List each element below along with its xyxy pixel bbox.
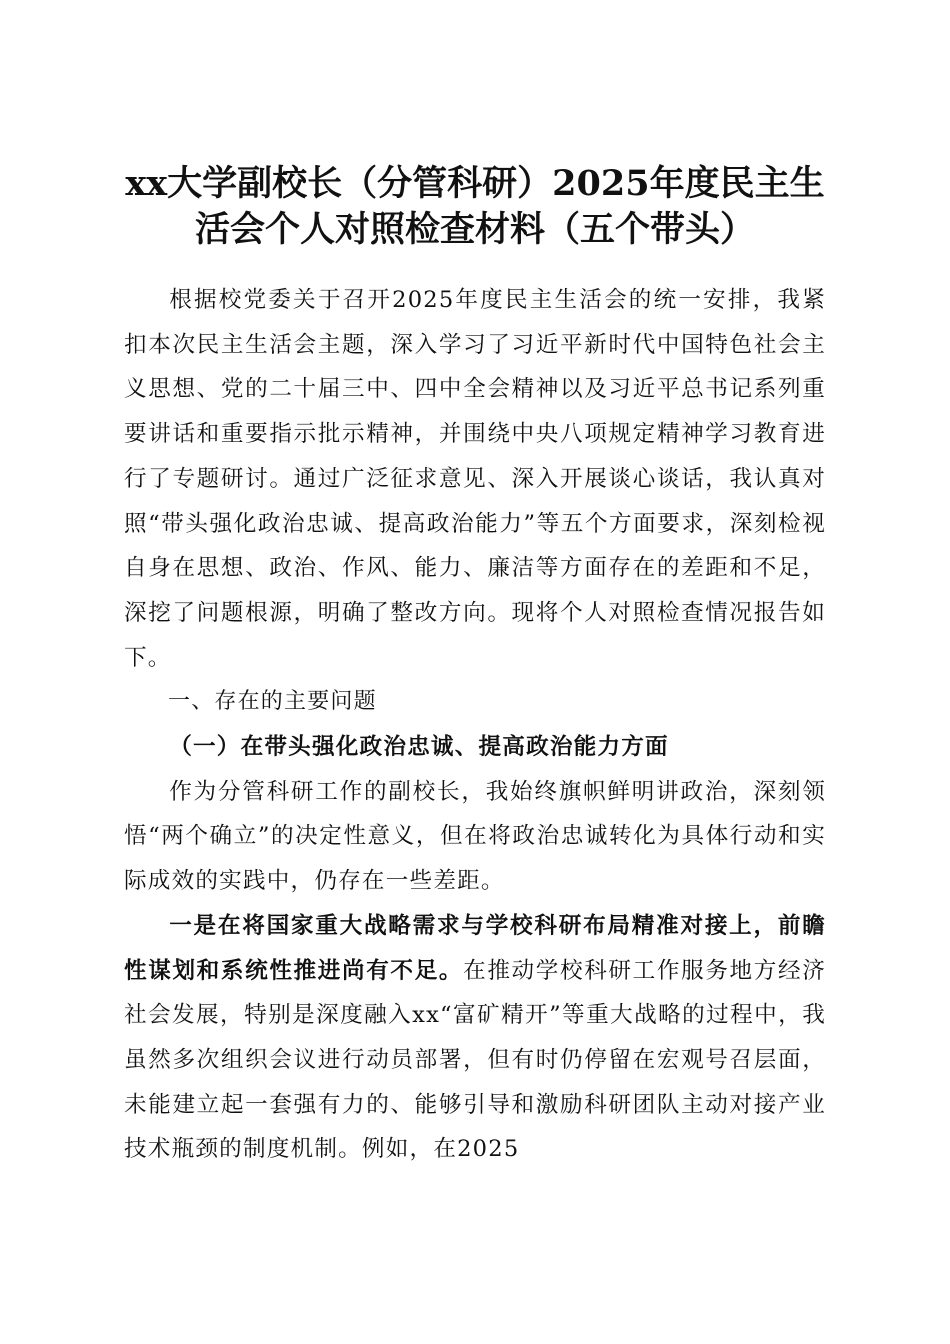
document-title [80,161,870,253]
title-line-2: 活会个人对照检查材料（五个带头） [194,209,755,251]
paragraph-strategy-alignment [124,904,826,1172]
paragraph-lead-sentence: 一是在将国家重大战略需求与学校科研布局精准对接上，前瞻性谋划和系统性推进尚有不足。 [124,912,826,984]
intro-paragraph: 根据校党委关于召开2025年度民主生活会的统一安排，我紧扣本次民主生活会主题，深入学习了习近平新时代中国特色社会主义思想、党的二十届三中、四中全会精神以及习近平总书记系列重要讲话和重要指示批示精神，并围绕中央八项规定精神学习教育进行了专题研讨。通过广泛征求意见、深入开展谈心谈话，我认真对照“带头强化政治忠诚、提高政治能力”等五个方面要求，深刻检视自身在思想、政治、作风、能力、廉洁等方面存在的差距和不足，深挖了问题根源，明确了整改方向。现将个人对照检查情况报告如下。 [124,287,826,671]
paragraph-body-text: 在推动学校科研工作服务地方经济社会发展，特别是深度融入xx“富矿精开”等重大战略的过程中，我虽然多次组织会议进行动员部署，但有时仍停留在宏观号召层面，未能建立起一套强有力的、能够引导和激励科研团队主动对接产业技术瓶颈的制度机制。例如，在2025 [124,957,826,1163]
title-line-1: xx大学副校长（分管科研）2025年度民主生 [125,163,825,205]
document-body [124,278,826,1172]
section-heading-problems: 一、存在的主要问题 [168,689,377,715]
subsection-heading-political-loyalty: （一）在带头强化政治忠诚、提高政治能力方面 [169,734,669,761]
paragraph-political-loyalty: 作为分管科研工作的副校长，我始终旗帜鲜明讲政治，深刻领悟“两个确立”的决定性意义，但在将政治忠诚转化为具体行动和实际成效的实践中，仍存在一些差距。 [124,778,826,895]
